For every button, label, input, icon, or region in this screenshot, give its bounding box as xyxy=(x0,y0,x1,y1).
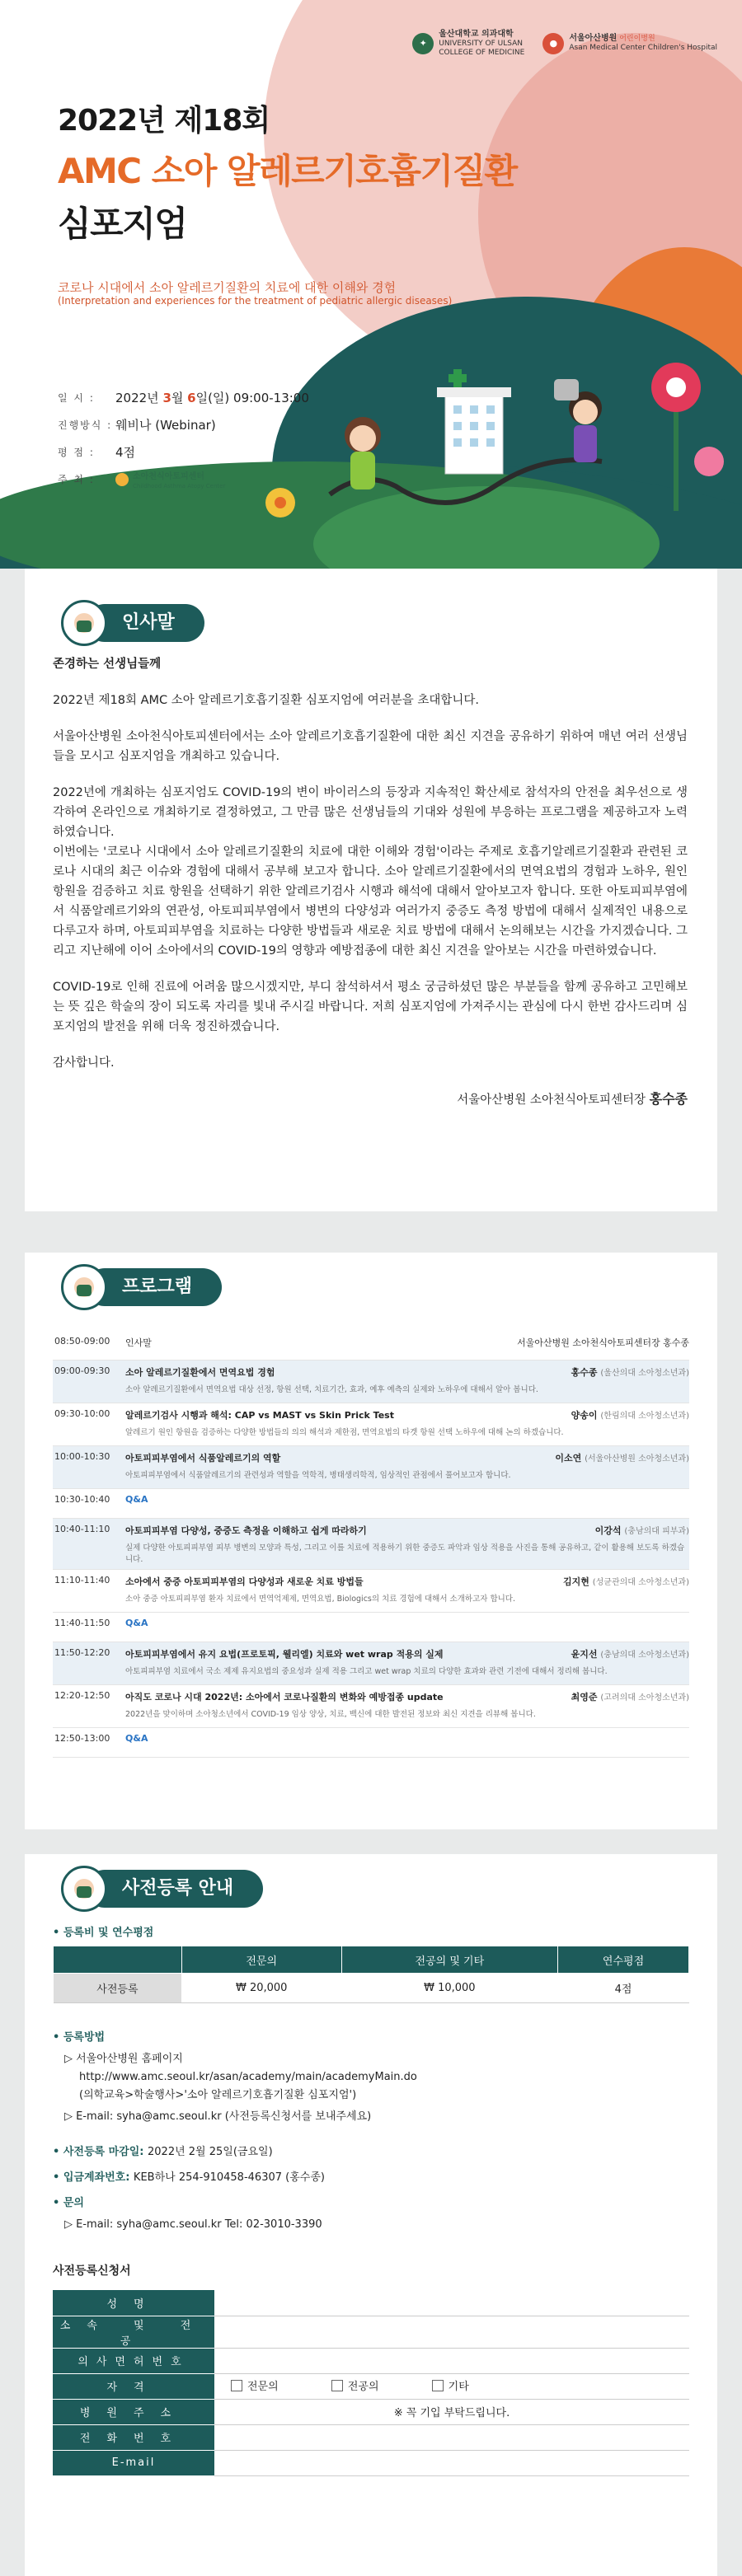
program-speaker: 김지현 (성균관의대 소아청소년과) xyxy=(563,1576,689,1587)
program-time: 10:30-10:40 xyxy=(54,1494,110,1505)
program-title: 아토피피부염에서 식품알레르기의 역할 xyxy=(125,1453,281,1464)
program-time: 12:20-12:50 xyxy=(54,1690,110,1701)
program-row xyxy=(53,1728,689,1758)
info-host: 주 최 : 소아천식아토피센터 Childhood Asthma Atopy Center xyxy=(58,466,309,493)
hand-icon xyxy=(61,1264,107,1310)
program-description: 2022년을 맞이하며 소아청소년에서 COVID-19 임상 양상, 치료, 백신에 대한 발전된 정보와 최신 지견을 리뷰해 봅니다. xyxy=(125,1710,536,1719)
program-title: 아토피피부염에서 유지 요법(프로토픽, 웰리엘) 치료와 wet wrap 적용의 실제 xyxy=(125,1649,444,1660)
program-speaker: 이강석 (충남의대 피부과) xyxy=(594,1525,689,1536)
amc-logo: ● 서울아산병원 어린이병원 Asan Medical Center Children's Hospital xyxy=(542,33,717,54)
program-speaker: 윤지선 (충남의대 소아청소년과) xyxy=(571,1649,689,1660)
ulsan-logo: ✦ 울산대학교 의과대학 UNIVERSITY OF ULSAN COLLEGE OF MEDICINE xyxy=(412,30,524,58)
ulsan-emblem-icon: ✦ xyxy=(412,33,434,54)
children-hospital-illustration xyxy=(313,363,726,569)
hero-banner xyxy=(0,0,742,569)
form-title: 사전등록신청서 xyxy=(53,2265,131,2278)
hand-icon xyxy=(61,1866,107,1912)
info-score: 평 점 : 4점 xyxy=(58,445,136,460)
checkbox-resident[interactable]: 전공의 xyxy=(331,2377,379,2393)
greeting-tag: 인사말 xyxy=(61,600,204,646)
greeting-signature: 서울아산병원 소아천식아토피센터장 홍수종 xyxy=(457,1091,688,1107)
program-row xyxy=(53,1519,689,1570)
program-description: 소아 중증 아토피피부염 환자 치료에서 면역억제제, 면역요법, Biologics의 치료 경험에 대해서 소개하고자 합니다. xyxy=(125,1595,515,1604)
info-date: 일 시 : 2022년 3월 6일(일) 09:00-13:00 xyxy=(58,391,309,405)
checkbox-specialist[interactable]: 전문의 xyxy=(231,2377,279,2393)
form-phone-field[interactable] xyxy=(214,2424,689,2450)
program-speaker: 최영준 (고려의대 소아청소년과) xyxy=(571,1692,689,1703)
subtitle-ko: 코로나 시대에서 소아 알레르기질환의 치료에 대한 이해와 경험 xyxy=(58,280,397,295)
program-qa: Q&A xyxy=(125,1494,148,1505)
program-description: 아토피피부염 치료에서 국소 제제 유지요법의 중요성과 실제 적용 그리고 wet wrap 치료의 다양한 효과와 관련 기전에 대해서 정리해 봅니다. xyxy=(125,1667,608,1676)
checkbox-other[interactable]: 기타 xyxy=(432,2377,469,2393)
program-time: 12:50-13:00 xyxy=(54,1733,110,1744)
program-row xyxy=(53,1489,689,1519)
event-info xyxy=(58,384,309,493)
program-title: 인사말 xyxy=(125,1337,152,1348)
homepage-link[interactable]: http://www.amc.seoul.kr/asan/academy/main/academyMain.do xyxy=(79,2071,417,2083)
greeting-section xyxy=(25,569,717,1211)
program-table xyxy=(53,1331,689,1758)
program-title: 소아에서 중증 아토피피부염의 다양성과 새로운 치료 방법들 xyxy=(125,1576,364,1587)
form-name-field[interactable] xyxy=(214,2290,689,2316)
registration-body: • 등록비 및 연수평점 전문의 전공의 및 기타 연수평점 사전등록 ₩ 20,000 ₩ 10,000 4점 • 등록방법 ▷ 서울아산병원 홈페이지 http://www.amc.seoul.kr/asan/academy/main/academyMain.do (의학교육>학술행사>'소아 알레르기호흡기질환 심포지엄') ▷ E-mail: syha@amc.seoul.kr (사전등록신청서를 보내주세요) • 사전등록 마감일: 2022년 2월 25일(금요일) • 입금계좌번호: KEB하나 254-910458-46307 (홍수종) • 문의 ▷ E-mail: syha@amc.seoul.kr Tel: 02-3010-3390 사전등록신청서 성명 소속 및 전공 의사면허번호 자격 전문의 전공의 기타 병원주소 ※ 꼭 기입 부탁드립니다. 전화번호 E-mail xyxy=(53,1918,689,2476)
registration-tag: 사전등록 안내 xyxy=(61,1866,263,1912)
form-license-field[interactable] xyxy=(214,2348,689,2373)
form-email-field[interactable] xyxy=(214,2450,689,2475)
program-row xyxy=(53,1446,689,1489)
title-symposium: 심포지엄 xyxy=(58,204,187,244)
program-time: 11:10-11:40 xyxy=(54,1575,110,1585)
program-time: 10:40-11:10 xyxy=(54,1524,110,1534)
title-block xyxy=(58,97,517,246)
program-time: 10:00-10:30 xyxy=(54,1451,110,1462)
program-speaker: 홍수종 (울산의대 소아청소년과) xyxy=(571,1367,689,1378)
program-description: 실제 다양한 아토피피부염 피부 병변의 모양과 특성, 그리고 이를 치료에 적용하기 위한 중증도 파악과 임상 적용을 사진을 통해 공유하고, 같이 활용해 보도록 하겠습니다. xyxy=(125,1543,685,1564)
form-address-field[interactable]: ※ 꼭 기입 부탁드립니다. xyxy=(214,2399,689,2424)
program-row xyxy=(53,1331,689,1361)
info-method: 진행방식 : 웨비나 (Webinar) xyxy=(58,418,216,433)
program-description: 아토피피부염에서 식품알레르기의 관련성과 역할을 역학적, 병태생리학적, 임상적인 관점에서 풀어보고자 합니다. xyxy=(125,1471,511,1480)
program-row xyxy=(53,1570,689,1613)
program-qa: Q&A xyxy=(125,1733,148,1744)
program-description: 소아 알레르기질환에서 면역요법 대상 선정, 항원 선택, 치료기간, 효과, 예후 예측의 실제와 노하우에 대해서 알아 봅니다. xyxy=(125,1385,538,1394)
program-qa: Q&A xyxy=(125,1618,148,1628)
program-title: 알레르기검사 시행과 해석: CAP vs MAST vs Skin Prick Test xyxy=(125,1410,394,1421)
program-section xyxy=(25,1253,717,1829)
sponsor-logos xyxy=(412,30,717,58)
contact-info: ▷ E-mail: syha@amc.seoul.kr Tel: 02-3010-3390 xyxy=(64,2218,322,2231)
program-tag: 프로그램 xyxy=(61,1264,222,1310)
program-row xyxy=(53,1361,689,1403)
program-time: 08:50-09:00 xyxy=(54,1336,110,1347)
program-row xyxy=(53,1642,689,1685)
form-affiliation-field[interactable] xyxy=(214,2316,689,2348)
form-qualification-field xyxy=(214,2373,689,2399)
email-method: ▷ E-mail: syha@amc.seoul.kr (사전등록신청서를 보내주세요) xyxy=(64,2110,372,2123)
program-speaker: 이소연 (서울아산병원 소아청소년과) xyxy=(555,1453,689,1464)
registration-form: 성명 소속 및 전공 의사면허번호 자격 전문의 전공의 기타 병원주소 ※ 꼭 기입 부탁드립니다. 전화번호 E-mail xyxy=(53,2290,689,2476)
subtitle-en: (Interpretation and experiences for the treatment of pediatric allergic diseases) xyxy=(58,295,453,307)
host-emblem-icon xyxy=(115,473,129,486)
fee-table: 전문의 전공의 및 기타 연수평점 사전등록 ₩ 20,000 ₩ 10,000 4점 xyxy=(53,1946,689,2003)
program-description: 알레르기 원인 항원을 검증하는 다양한 방법들의 의의 해석과 제한점, 면역요법의 타겟 항원 선택 노하우에 대해 논의 하겠습니다. xyxy=(125,1428,564,1437)
registration-section xyxy=(25,1854,717,2576)
amc-emblem-icon: ● xyxy=(542,33,564,54)
title-main: AMC 소아 알레르기호흡기질환 xyxy=(58,151,517,191)
program-title: 아토피피부염 다양성, 중증도 측정을 이해하고 쉽게 따라하기 xyxy=(125,1525,367,1536)
program-row xyxy=(53,1403,689,1446)
program-time: 09:30-10:00 xyxy=(54,1408,110,1419)
program-time: 11:40-11:50 xyxy=(54,1618,110,1628)
program-title: 소아 알레르기질환에서 면역요법 경험 xyxy=(125,1367,275,1378)
program-time: 09:00-09:30 xyxy=(54,1365,110,1376)
title-year: 2022년 제18회 xyxy=(58,104,270,138)
program-title: 아직도 코로나 시대 2022년: 소아에서 코로나질환의 변화와 예방접종 update xyxy=(125,1692,444,1703)
greeting-text: 존경하는 선생님들께 2022년 제18회 AMC 소아 알레르기호흡기질환 심포지엄에 여러분을 초대합니다. 서울아산병원 소아천식아토피센터에서는 소아 알레르기호흡기질환에 대한 최신 지견을 공유하기 위하여 매년 여러 선생님들을 모시고 심포지엄을 개최하고 있습니다. 2022년에 개최하는 심포지엄도 COVID-19의 변이 바이러스의 등장과 지속적인 확산세로 참석자의 안전을 최우선으로 생각하여 온라인으로 개최하기로 결정하였고, 그 만큼 많은 선생님들의 기대와 성원에 부응하는 프로그램을 제공하고자 노력하였습니다. 이번에는 '코로나 시대에서 소아 알레르기질환의 치료에 대한 이해와 경험'이라는 주제로 호흡기알레르기질환과 관련된 코로나 시대의 최근 이슈와 경험에 대해서 공부해 보고자 합니다. 소아 알레르기질환에서의 면역요법의 경험과 노하우, 원인 항원을 검증하고 치료 항원을 선택하기 위한 알레르기검사 시행과 해석에 대해서 알아보고자 합니다. 또한 아토피피부염에서 식품알레르기와의 연관성, 아토피피부염에서 병변의 다양성과 여러가지 중증도 측정 방법에 대해서 실제적인 내용으로 다루고자 하며, 아토피피부염을 치료하는 다양한 방법들과 새로운 치료 방법에 대해서 논의해보는 시간을 가지겠습니다. 그리고 지난해에 이어 소아에서의 COVID-19의 영향과 예방접종에 대한 최신 지견을 알아보는 시간을 마련하였습니다. COVID-19로 인해 진료에 어려움 많으시겠지만, 부디 참석하셔서 평소 궁금하셨던 많은 부분들을 함께 공유하고 고민해보는 뜻 깊은 학술의 장이 되도록 자리를 빛내 주시길 바랍니다. 저희 심포지엄에 가져주시는 관심에 다시 한번 감사드리며 심포지엄의 발전을 위해 더욱 정진하겠습니다. 감사합니다. 서울아산병원 소아천식아토피센터장 홍수종 xyxy=(53,654,688,1126)
program-speaker: 양송이 (한림의대 소아청소년과) xyxy=(571,1410,689,1421)
hand-icon xyxy=(61,600,107,646)
program-time: 11:50-12:20 xyxy=(54,1647,110,1658)
program-row xyxy=(53,1613,689,1642)
program-speaker: 서울아산병원 소아천식아토피센터장 홍수종 xyxy=(517,1337,689,1348)
host-logo: 소아천식아토피센터 Childhood Asthma Atopy Center xyxy=(115,469,225,490)
program-row xyxy=(53,1685,689,1728)
